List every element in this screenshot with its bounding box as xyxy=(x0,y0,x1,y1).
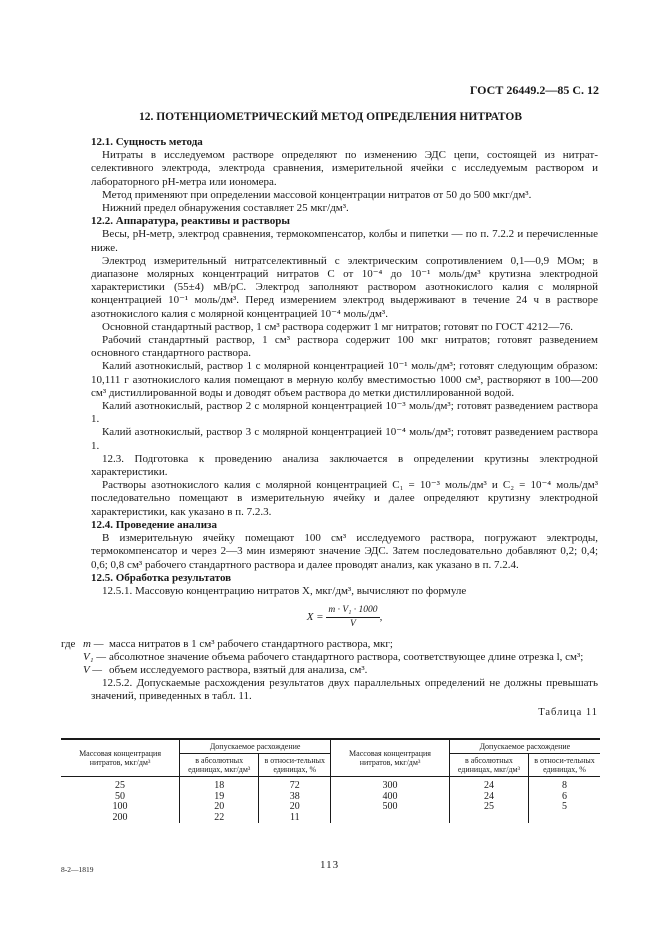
col-header-relative: в относи-тельных единицах, % xyxy=(529,754,600,777)
paragraph: В измерительную ячейку помещают 100 см³ исследуемого раствора, погружают электроды, термокомпенсатор и через 2—3 мин измеряют значение ЭДС. Затем последовательно добавляют 0,2; 0,4; 0,6; 0,8 см³ рабочего стандартного раствора и далее проводят анализ, как указано в п. 7.2.4. xyxy=(91,532,598,571)
formula-denominator: V xyxy=(350,619,356,630)
formula-end: , xyxy=(379,611,383,624)
col-header-relative: в относи-тельных единицах, % xyxy=(259,754,331,777)
paragraph: Электрод измерительный нитратселективный с электрическим сопротивлением 0,1—0,9 МОм; в диапазоне молярных концентраций нитратов С от 10⁻⁴ до 10⁻¹ моль/дм³ крутизна электродной характеристики (55±4) мВ/рС. Электрод заполняют раствором азотнокислого калия с молярной концентрацией 10⁻¹ моль/дм³. Перед измерением электрод выдерживают в течение 24 ч в растворе азотнокислого калия с молярной концентрацией 10⁻⁴ моль/дм³. xyxy=(91,254,598,320)
table-row: 50 19 38 400 24 6 xyxy=(61,792,600,803)
page-number: 113 xyxy=(320,859,340,871)
paragraph: Нитраты в исследуемом растворе определяют по изменению ЭДС цепи, состоящей из нитрат-селективного электрода, электрода сравнения, измерительной ячейки с исследуемым раствором и лабораторного рН-метра или иономера. xyxy=(91,149,598,188)
heading-12-2: 12.2. Аппаратура, реактивы и растворы xyxy=(91,215,290,228)
col-header-absolute: в абсолютных единицах, мкг/дм³ xyxy=(449,754,528,777)
paragraph: Калий азотнокислый, раствор 2 с молярной концентрацией 10⁻³ моль/дм³; готовят разведением раствора 1. xyxy=(91,400,598,426)
col-header-absolute: в абсолютных единицах, мкг/дм³ xyxy=(180,754,259,777)
paragraph: Весы, рН-метр, электрод сравнения, термокомпенсатор, колбы и пипетки — по п. 7.2.2 и перечисленные ниже. xyxy=(91,228,598,254)
paragraph: 12.3. Подготовка к проведению анализа заключается в определении крутизны электродной характеристики. xyxy=(91,452,598,479)
table-row: 25 18 72 300 24 8 xyxy=(61,777,600,792)
definition-m: где m — масса нитратов в 1 см³ рабочего стандартного раствора, мкг; xyxy=(61,637,393,650)
variable-definitions xyxy=(61,637,598,678)
formula-fraction xyxy=(326,604,379,631)
print-code: 8-2—1819 xyxy=(61,865,94,874)
paragraph: Рабочий стандартный раствор, 1 см³ раствора содержит 100 мкг нитратов; готовят разведением основного стандартного раствора. xyxy=(91,334,598,360)
formula xyxy=(91,604,598,631)
paragraph: Калий азотнокислый, раствор 1 с молярной концентрацией 10⁻¹ моль/дм³; готовят следующим образом: 10,111 г азотнокислого калия помещают в мерную колбу вместимостью 1000 см³, растворяют в 100—200 см³ дистиллированной воды и доводят объем раствора до метки дистиллированной водой. xyxy=(91,360,598,399)
paragraph: 12.5.2. Допускаемые расхождения результатов двух параллельных определений не должны превышать значений, приведенных в табл. 11. xyxy=(91,677,598,703)
table-row: 200 22 11 xyxy=(61,813,600,824)
paragraph: Калий азотнокислый, раствор 3 с молярной концентрацией 10⁻⁴ моль/дм³; готовят разведением раствора 1. xyxy=(91,426,598,452)
heading-12-1: 12.1. Сущность метода xyxy=(91,136,203,148)
paragraph: Растворы азотнокислого калия с молярной концентрацией С₁ = 10⁻³ моль/дм³ и С₂ = 10⁻⁴ моль/дм³ последовательно помещают в измерительную ячейку и далее определяют крутизну электродной характеристики, как указано в п. 7.2.3. xyxy=(91,479,598,518)
definition-v1: V₁ — абсолютное значение объема рабочего стандартного раствора, соответствующее длине отрезка l, см³; xyxy=(83,650,584,663)
col-header-concentration: Массовая концентрация нитратов, мкг/дм³ xyxy=(331,739,450,777)
document-header: ГОСТ 26449.2—85 С. 12 xyxy=(469,83,599,97)
formula-numerator: m · V₁ · 1000 xyxy=(326,604,379,618)
paragraph: Основной стандартный раствор, 1 см³ раствора содержит 1 мг нитратов; готовят по ГОСТ 4212—76. xyxy=(102,320,574,333)
section-title: 12. ПОТЕНЦИОМЕТРИЧЕСКИЙ МЕТОД ОПРЕДЕЛЕНИЯ НИТРАТОВ xyxy=(138,111,522,123)
formula-lhs: X = xyxy=(306,611,324,624)
document-body xyxy=(61,136,598,719)
heading-12-4: 12.4. Проведение анализа xyxy=(91,518,217,531)
col-header-allowed: Допускаемое расхождение xyxy=(449,739,600,754)
paragraph: 12.5.1. Массовую концентрацию нитратов X, мкг/дм³, вычисляют по формуле xyxy=(102,584,467,597)
table-11 xyxy=(61,738,600,823)
table-caption: Таблица 11 xyxy=(538,706,598,718)
table-row: 100 20 20 500 25 5 xyxy=(61,802,600,813)
col-header-allowed: Допускаемое расхождение xyxy=(180,739,331,754)
col-header-concentration: Массовая концентрация нитратов, мкг/дм³ xyxy=(61,739,180,777)
paragraph: Нижний предел обнаружения составляет 25 мкг/дм³. xyxy=(102,202,349,215)
definition-v: V — объем исследуемого раствора, взятый для анализа, см³. xyxy=(83,663,368,676)
paragraph: Метод применяют при определении массовой концентрации нитратов от 50 до 500 мкг/дм³. xyxy=(102,188,532,201)
heading-12-5: 12.5. Обработка результатов xyxy=(91,571,232,584)
